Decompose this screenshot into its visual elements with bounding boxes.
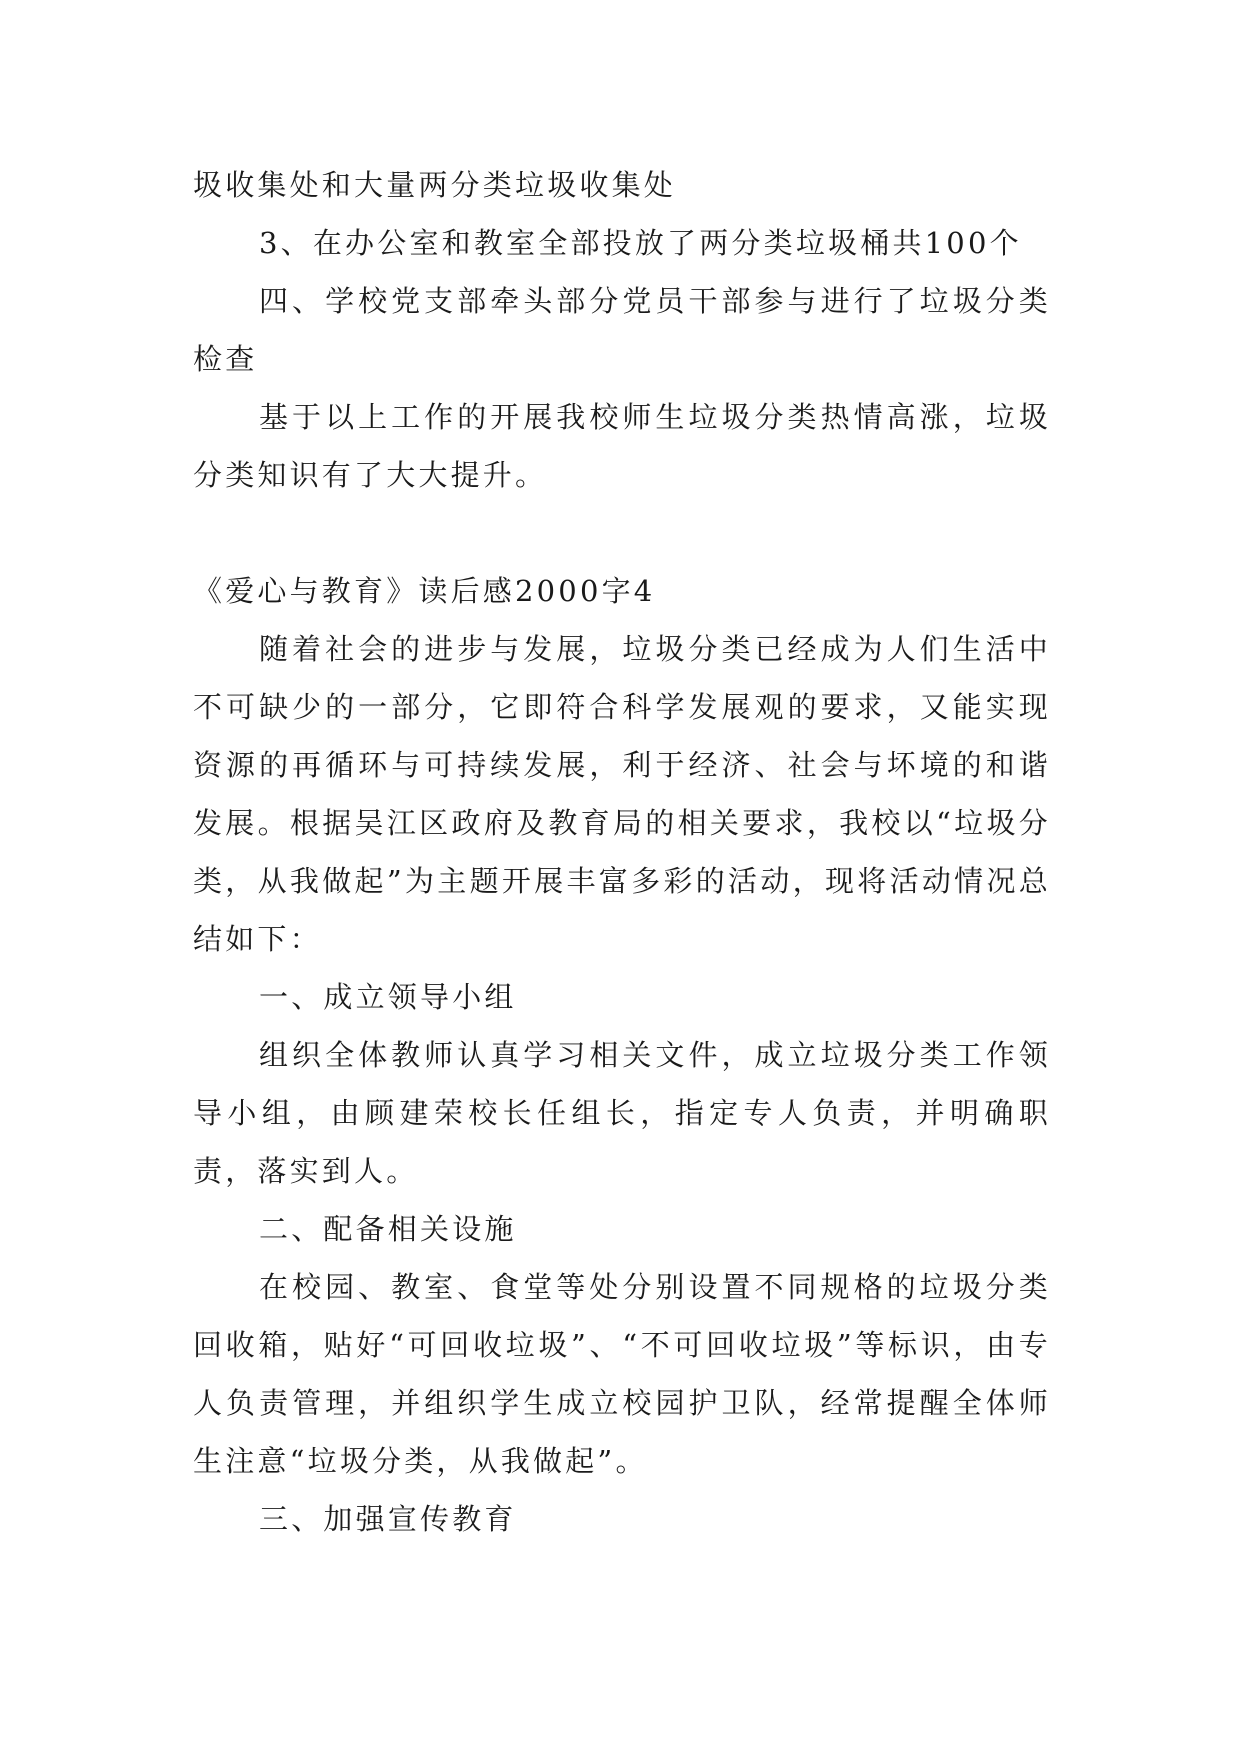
heading-facilities: 二、配备相关设施 <box>259 1212 517 1246</box>
paragraph-facilities: 在校园、教室、食堂等处分别设置不同规格的垃圾分类回收箱，贴好“可回收垃圾”、“不可回收垃圾”等标识，由专人负责管理，并组织学生成立校园护卫队，经常提醒全体师生注意“垃圾分类，从我做起”。 <box>193 1270 1051 1478</box>
heading-publicity: 三、加强宣传教育 <box>259 1502 517 1536</box>
paragraph-bins-count: 3、在办公室和教室全部投放了两分类垃圾桶共100个 <box>259 226 1022 260</box>
paragraph-leadership-group: 组织全体教师认真学习相关文件，成立垃圾分类工作领导小组，由顾建荣校长任组长，指定专人负责，并明确职责，落实到人。 <box>193 1038 1051 1188</box>
paragraph-party-inspection: 四、学校党支部牵头部分党员干部参与进行了垃圾分类检查 <box>193 284 1051 376</box>
heading-leadership-group: 一、成立领导小组 <box>259 980 517 1014</box>
section-title: 《爱心与教育》读后感2000字4 <box>193 574 656 608</box>
paragraph-collection-points: 圾收集处和大量两分类垃圾收集处 <box>193 168 677 202</box>
paragraph-intro: 随着社会的进步与发展，垃圾分类已经成为人们生活中不可缺少的一部分，它即符合科学发展观的要求，又能实现资源的再循环与可持续发展，利于经济、社会与坏境的和谐发展。根据吴江区政府及教育局的相关要求，我校以“垃圾分类，从我做起”为主题开展丰富多彩的活动，现将活动情况总结如下： <box>193 632 1051 956</box>
document-body <box>193 156 1051 1548</box>
paragraph-summary: 基于以上工作的开展我校师生垃圾分类热情高涨，垃圾分类知识有了大大提升。 <box>193 400 1051 492</box>
